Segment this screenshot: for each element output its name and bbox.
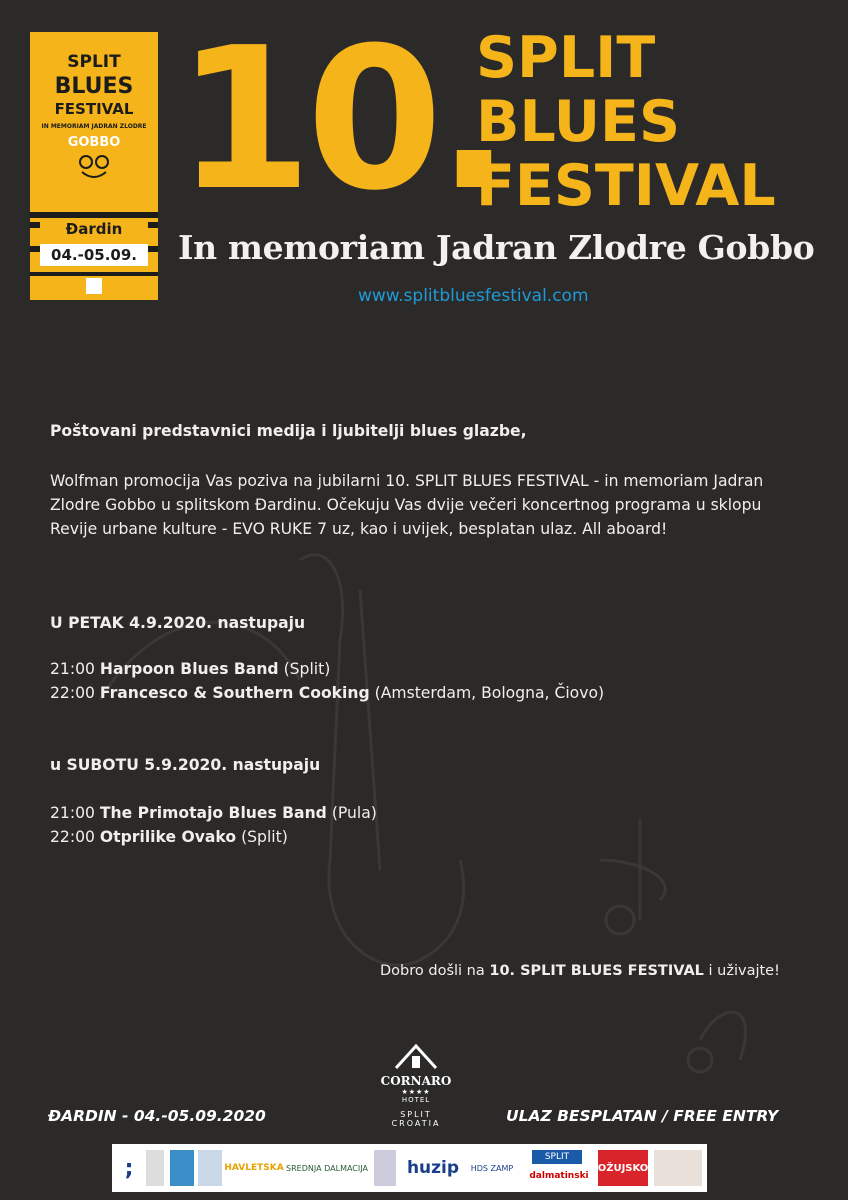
hotel-stars: ★★★★: [401, 1088, 431, 1096]
logo-small-mark: [86, 278, 102, 294]
act-time: 22:00: [50, 684, 95, 702]
closing-post: i uživajte!: [708, 963, 780, 979]
subtitle: In memoriam Jadran Zlodre Gobbo: [178, 228, 815, 267]
sponsor-dalmatinski: dalmatinski: [529, 1171, 589, 1181]
logo-gobbo: GOBBO: [67, 135, 121, 150]
hotel-word: HOTEL: [401, 1096, 431, 1104]
edition-number: 10.: [176, 6, 506, 234]
act-time: 21:00: [50, 660, 95, 678]
act-row: [50, 806, 377, 822]
logo-line3: FESTIVAL: [54, 100, 134, 118]
logo-line2: BLUES: [54, 74, 134, 99]
sponsor-logo-icon: ;: [124, 1155, 134, 1181]
logo-memoriam: IN MEMORIAM JADRAN ZLODRE: [41, 123, 147, 130]
act-origin: (Split): [283, 660, 331, 678]
hotel-roof-icon: [366, 1042, 466, 1070]
act-band: Francesco & Southern Cooking: [99, 684, 370, 702]
hotel-city: SPLIT: [400, 1110, 432, 1119]
act-row: [50, 830, 288, 846]
sponsor-logo-icon: [146, 1150, 164, 1186]
closing-line: [380, 964, 780, 979]
logo-dates: 04.-05.09.: [40, 244, 148, 266]
sponsor-split: SPLIT: [532, 1150, 582, 1164]
footer-free-entry: ULAZ BESPLATAN / FREE ENTRY: [506, 1107, 779, 1125]
sponsor-srednja-dalmacija: SREDNJA DALMACIJA: [286, 1163, 368, 1173]
sponsor-havletska: HAVLETSKA: [224, 1163, 284, 1173]
festival-logo: [30, 32, 158, 300]
act-band: Otprilike Ovako: [99, 828, 237, 846]
sponsor-logo-icon: [654, 1150, 702, 1186]
sponsor-zamp: HDS ZAMP: [470, 1163, 514, 1173]
act-origin: (Pula): [331, 804, 377, 822]
title-line2: BLUES: [476, 89, 681, 155]
paragraph-line1: Wolfman promocija Vas poziva na jubilarni 10. SPLIT BLUES FESTIVAL - in memoriam Jadran: [50, 472, 764, 490]
closing-pre: Dobro došli na: [380, 963, 485, 979]
friday-heading: U PETAK 4.9.2020. nastupaju: [50, 614, 306, 632]
face-icon: [74, 152, 114, 182]
act-band: Harpoon Blues Band: [99, 660, 279, 678]
sponsor-strip: [112, 1144, 707, 1192]
act-band: The Primotajo Blues Band: [99, 804, 327, 822]
saturday-heading: u SUBOTU 5.9.2020. nastupaju: [50, 756, 321, 774]
title-line1: SPLIT: [476, 25, 656, 91]
act-row: [50, 686, 604, 702]
logo-line1: SPLIT: [67, 52, 121, 72]
act-origin: (Amsterdam, Bologna, Čiovo): [374, 684, 605, 702]
title-line3: FESTIVAL: [476, 153, 776, 219]
hotel-country: CROATIA: [391, 1119, 441, 1128]
act-time: 21:00: [50, 804, 95, 822]
sponsor-huzip: huzip: [406, 1158, 460, 1178]
act-time: 22:00: [50, 828, 95, 846]
hotel-logo: [366, 1042, 466, 1128]
footer-venue-dates: ĐARDIN - 04.-05.09.2020: [48, 1107, 266, 1125]
website-link[interactable]: www.splitbluesfestival.com: [358, 286, 589, 306]
greeting: Poštovani predstavnici medija i ljubitelji blues glazbe,: [50, 422, 527, 440]
hotel-name: CORNARO: [380, 1074, 452, 1088]
logo-venue: Đardin: [40, 218, 148, 240]
sponsor-logo-icon: [198, 1150, 222, 1186]
paragraph-line2: Zlodre Gobbo u splitskom Đardinu. Očekuju Vas dvije večeri koncertnog programa u sklopu: [50, 496, 762, 514]
act-row: [50, 662, 330, 678]
paragraph-line3: Revije urbane kulture - EVO RUKE 7 uz, kao i uvijek, besplatan ulaz. All aboard!: [50, 520, 668, 538]
closing-bold: 10. SPLIT BLUES FESTIVAL: [489, 963, 704, 979]
act-origin: (Split): [241, 828, 288, 846]
sponsor-ozujsko: OŽUJSKO: [598, 1150, 648, 1186]
sponsor-logo-icon: [170, 1150, 194, 1186]
sponsor-logo-icon: [374, 1150, 396, 1186]
